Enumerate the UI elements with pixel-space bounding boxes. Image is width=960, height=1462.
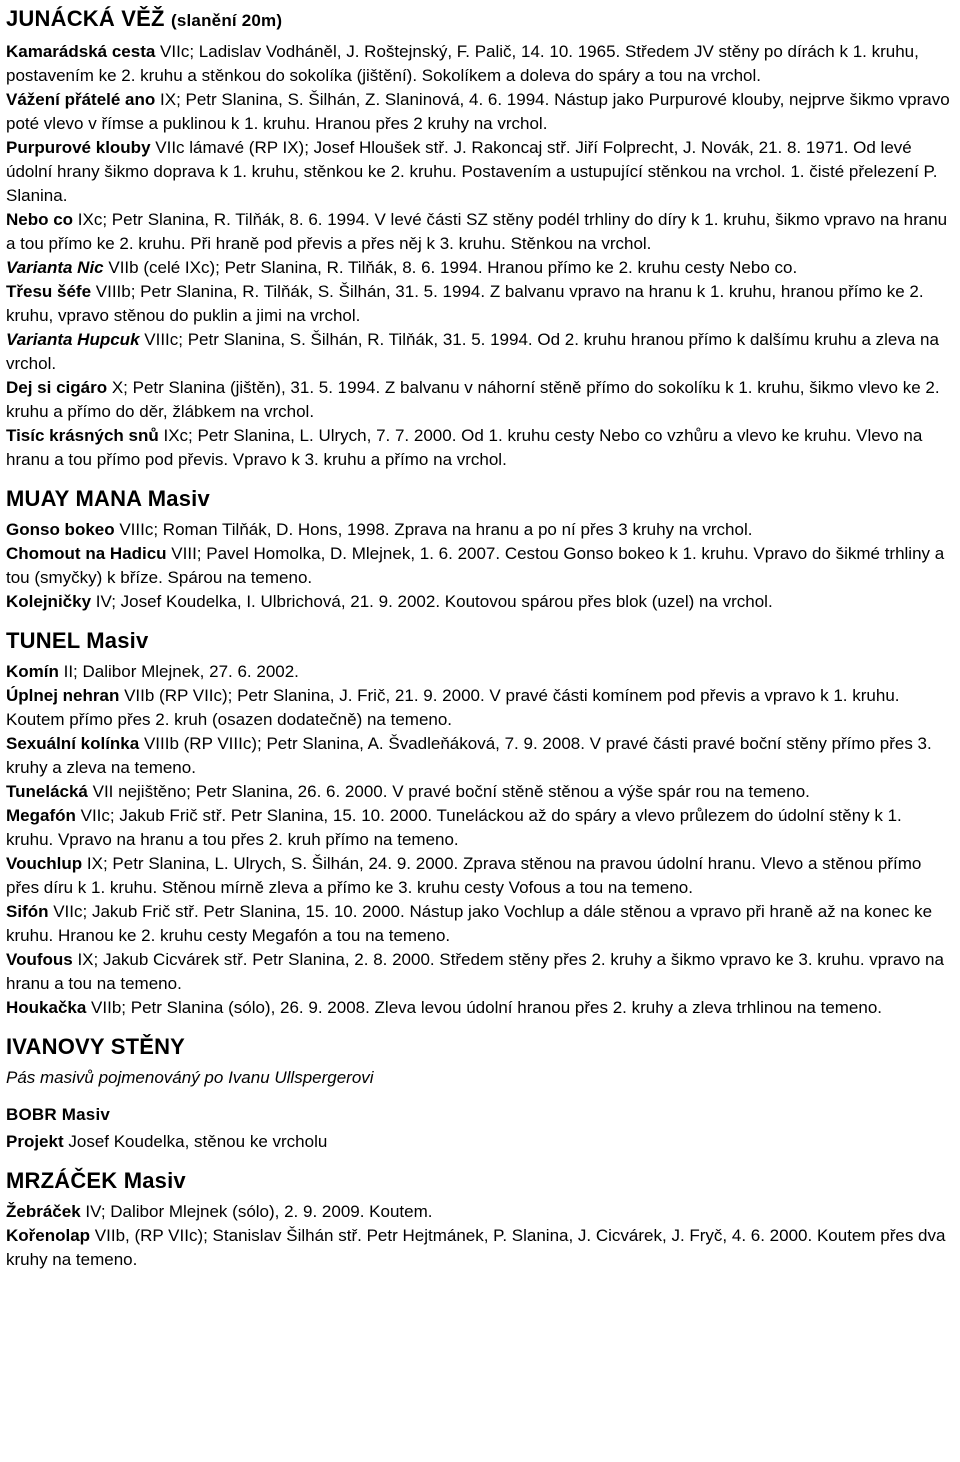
route-description: IXc; Petr Slanina, R. Tilňák, 8. 6. 1994. V levé části SZ stěny podél trhliny do díry k 1. kruhu, šikmo vpravo na hranu a tou přímo ke 2. kruhu. Při hraně pod převis a přes něj k 3. kruhu. Stěnkou na vrchol. bbox=[6, 210, 948, 253]
route-name: Varianta Nic bbox=[6, 258, 104, 277]
route-description: VIII; Pavel Homolka, D. Mlejnek, 1. 6. 2007. Cestou Gonso bokeo k 1. kruhu. Vpravo do šikmé trhliny a tou (smyčky) k bříze. Spárou na temeno. bbox=[6, 544, 945, 587]
route-name: Vouchlup bbox=[6, 854, 83, 873]
route-name: Tunelácká bbox=[6, 782, 88, 801]
route-name: Úplnej nehran bbox=[6, 686, 120, 705]
section-title-bobr: BOBR Masiv bbox=[6, 1105, 111, 1124]
route-entry bbox=[6, 1224, 950, 1272]
route-entry bbox=[6, 424, 950, 472]
route-description: IV; Dalibor Mlejnek (sólo), 2. 9. 2009. Koutem. bbox=[80, 1202, 433, 1221]
route-entry bbox=[6, 136, 950, 208]
route-entry bbox=[6, 88, 950, 136]
route-name: Třesu šéfe bbox=[6, 282, 92, 301]
route-entry bbox=[6, 684, 950, 732]
route-description: VIIc lámavé (RP IX); Josef Hloušek stř. J. Rakoncaj stř. Jiří Folprecht, J. Novák, 21. 8. 1971. Od levé údolní hrany šikmo doprava k 1. kruhu, stěnkou ke 2. kruhu. Postavením a ustupující stěnkou na vrchol. 1. čisté přelezení P. Slanina. bbox=[6, 138, 938, 205]
route-list-mrzacek bbox=[6, 1200, 950, 1272]
route-name: Sifón bbox=[6, 902, 49, 921]
route-name: Varianta Hupcuk bbox=[6, 330, 140, 349]
route-description: VIIIb (RP VIIIc); Petr Slanina, A. Švadleňáková, 7. 9. 2008. V pravé části pravé boční stěny přímo přes 3. kruhy a zleva na temeno. bbox=[6, 734, 932, 777]
route-entry bbox=[6, 1130, 950, 1154]
route-name: Voufous bbox=[6, 950, 73, 969]
route-entry bbox=[6, 780, 950, 804]
route-name: Komín bbox=[6, 662, 59, 681]
route-description: VIIIc; Petr Slanina, S. Šilhán, R. Tilňák, 31. 5. 1994. Od 2. kruhu hranou přímo k dalšímu kruhu a zleva na vrchol. bbox=[6, 330, 939, 373]
section-subtitle-ivanovy: Pás masivů pojmenováný po Ivanu Ullspergerovi bbox=[6, 1068, 374, 1087]
route-description: X; Petr Slanina (jištěn), 31. 5. 1994. Z balvanu v náhorní stěně přímo do sokolíku k 1. kruhu, šikmo vlevo ke 2. kruhu a přímo do děr, žlábkem na vrchol. bbox=[6, 378, 940, 421]
route-entry bbox=[6, 852, 950, 900]
route-entry bbox=[6, 900, 950, 948]
route-name: Sexuální kolínka bbox=[6, 734, 140, 753]
route-entry bbox=[6, 376, 950, 424]
route-description: IXc; Petr Slanina, L. Ulrych, 7. 7. 2000. Od 1. kruhu cesty Nebo co vzhůru a vlevo ke kruhu. Vlevo na hranu a tou přímo pod převis. Vpravo k 3. kruhu a přímo na vrchol. bbox=[6, 426, 923, 469]
route-entry bbox=[6, 328, 950, 376]
route-entry bbox=[6, 518, 950, 542]
route-entry bbox=[6, 208, 950, 256]
route-entry bbox=[6, 256, 950, 280]
route-name: Žebráček bbox=[6, 1202, 81, 1221]
route-description: VIIc; Jakub Frič stř. Petr Slanina, 15. 10. 2000. Tuneláckou až do spáry a vlevo průlezem do údolní stěny k 1. kruhu. Vpravo na hranu a tou přes 2. kruh přímo na temeno. bbox=[6, 806, 902, 849]
route-description: VIIb; Petr Slanina (sólo), 26. 9. 2008. Zleva levou údolní hranou přes 2. kruhy a zleva trhlinou na temeno. bbox=[86, 998, 883, 1017]
route-name: Purpurové klouby bbox=[6, 138, 151, 157]
route-description: VIIc; Jakub Frič stř. Petr Slanina, 15. 10. 2000. Nástup jako Vochlup a dále stěnou a vpravo při hraně až na konec ke kruhu. Hranou ke 2. kruhu cesty Megafón a tou na temeno. bbox=[6, 902, 933, 945]
route-name: Gonso bokeo bbox=[6, 520, 115, 539]
route-description: VIIb, (RP VIIc); Stanislav Šilhán stř. Petr Hejtmánek, P. Slanina, J. Cicvárek, J. Fryč, 4. 6. 2000. Koutem přes dva kruhy na temeno. bbox=[6, 1226, 946, 1269]
route-name: Kamarádská cesta bbox=[6, 42, 156, 61]
section-title-ivanovy-steny: IVANOVY STĚNY bbox=[6, 1034, 186, 1059]
route-description: IV; Josef Koudelka, I. Ulbrichová, 21. 9. 2002. Koutovou spárou přes blok (uzel) na vrchol. bbox=[91, 592, 773, 611]
route-entry bbox=[6, 804, 950, 852]
route-description: VIIIc; Roman Tilňák, D. Hons, 1998. Zprava na hranu a po ní přes 3 kruhy na vrchol. bbox=[114, 520, 753, 539]
section-title-tunel: TUNEL Masiv bbox=[6, 628, 149, 653]
route-entry bbox=[6, 732, 950, 780]
route-entry bbox=[6, 590, 950, 614]
route-list-muay-mana bbox=[6, 518, 950, 614]
route-entry bbox=[6, 948, 950, 996]
route-name: Kolejničky bbox=[6, 592, 92, 611]
route-list-junacka bbox=[6, 40, 950, 472]
route-description: VIIb (celé IXc); Petr Slanina, R. Tilňák, 8. 6. 1994. Hranou přímo ke 2. kruhu cesty Nebo co. bbox=[103, 258, 798, 277]
section-title-mrzacek: MRZÁČEK Masiv bbox=[6, 1168, 186, 1193]
route-entry bbox=[6, 996, 950, 1020]
route-description: IX; Jakub Cicvárek stř. Petr Slanina, 2. 8. 2000. Středem stěny přes 2. kruhy a šikmo vpravo ke 3. kruhu. vpravo na hranu a tou na temeno. bbox=[6, 950, 944, 993]
route-name: Chomout na Hadicu bbox=[6, 544, 167, 563]
route-description: IX; Petr Slanina, L. Ulrych, S. Šilhán, 24. 9. 2000. Zprava stěnou na pravou údolní hranu. Vlevo a stěnou přímo přes díru k 1. kruhu. Stěnou mírně zleva a přímo ke 3. kruhu cesty Vofous a tou na temeno. bbox=[6, 854, 922, 897]
route-name: Vážení přátelé ano bbox=[6, 90, 156, 109]
section-title-junacka bbox=[6, 0, 950, 34]
route-description: VIIb (RP VIIc); Petr Slanina, J. Frič, 21. 9. 2000. V pravé části komínem pod převis a vpravo k 1. kruhu. Koutem přímo přes 2. kruh (osazen dodatečně) na temeno. bbox=[6, 686, 900, 729]
section-subtitle: (slanění 20m) bbox=[170, 11, 283, 30]
route-entry bbox=[6, 280, 950, 328]
route-list-bobr bbox=[6, 1130, 950, 1154]
route-name: Projekt bbox=[6, 1132, 64, 1151]
route-entry bbox=[6, 40, 950, 88]
route-name: Tisíc krásných snů bbox=[6, 426, 159, 445]
route-description: VII nejištěno; Petr Slanina, 26. 6. 2000. V pravé boční stěně stěnou a výše spár rou na temeno. bbox=[87, 782, 810, 801]
route-name: Houkačka bbox=[6, 998, 87, 1017]
route-entry bbox=[6, 1200, 950, 1224]
route-description: IX; Petr Slanina, S. Šilhán, Z. Slaninová, 4. 6. 1994. Nástup jako Purpurové klouby, nejprve šikmo vpravo poté vlevo v římse a puklinou k 1. kruhu. Hranou přes 2 kruhy na vrchol. bbox=[6, 90, 950, 133]
route-entry bbox=[6, 660, 950, 684]
section-title-text: JUNÁCKÁ VĚŽ bbox=[6, 6, 165, 31]
route-name: Kořenolap bbox=[6, 1226, 91, 1245]
section-title-muay-mana: MUAY MANA Masiv bbox=[6, 486, 210, 511]
route-entry bbox=[6, 542, 950, 590]
route-name: Megafón bbox=[6, 806, 76, 825]
route-list-tunel bbox=[6, 660, 950, 1020]
route-description: II; Dalibor Mlejnek, 27. 6. 2002. bbox=[58, 662, 299, 681]
route-description: Josef Koudelka, stěnou ke vrcholu bbox=[63, 1132, 328, 1151]
route-description: VIIIb; Petr Slanina, R. Tilňák, S. Šilhán, 31. 5. 1994. Z balvanu vpravo na hranu k 1. kruhu, hranou přímo ke 2. kruhu, vpravo stěnou do puklin a jimi na vrchol. bbox=[6, 282, 924, 325]
route-description: VIIc; Ladislav Vodháněl, J. Roštejnský, F. Palič, 14. 10. 1965. Středem JV stěny po dírách k 1. kruhu, postavením ke 2. kruhu a stěnkou do sokolíka (jištění). Sokolíkem a doleva do spáry a tou na vrchol. bbox=[6, 42, 919, 85]
route-name: Nebo co bbox=[6, 210, 74, 229]
route-name: Dej si cigáro bbox=[6, 378, 108, 397]
